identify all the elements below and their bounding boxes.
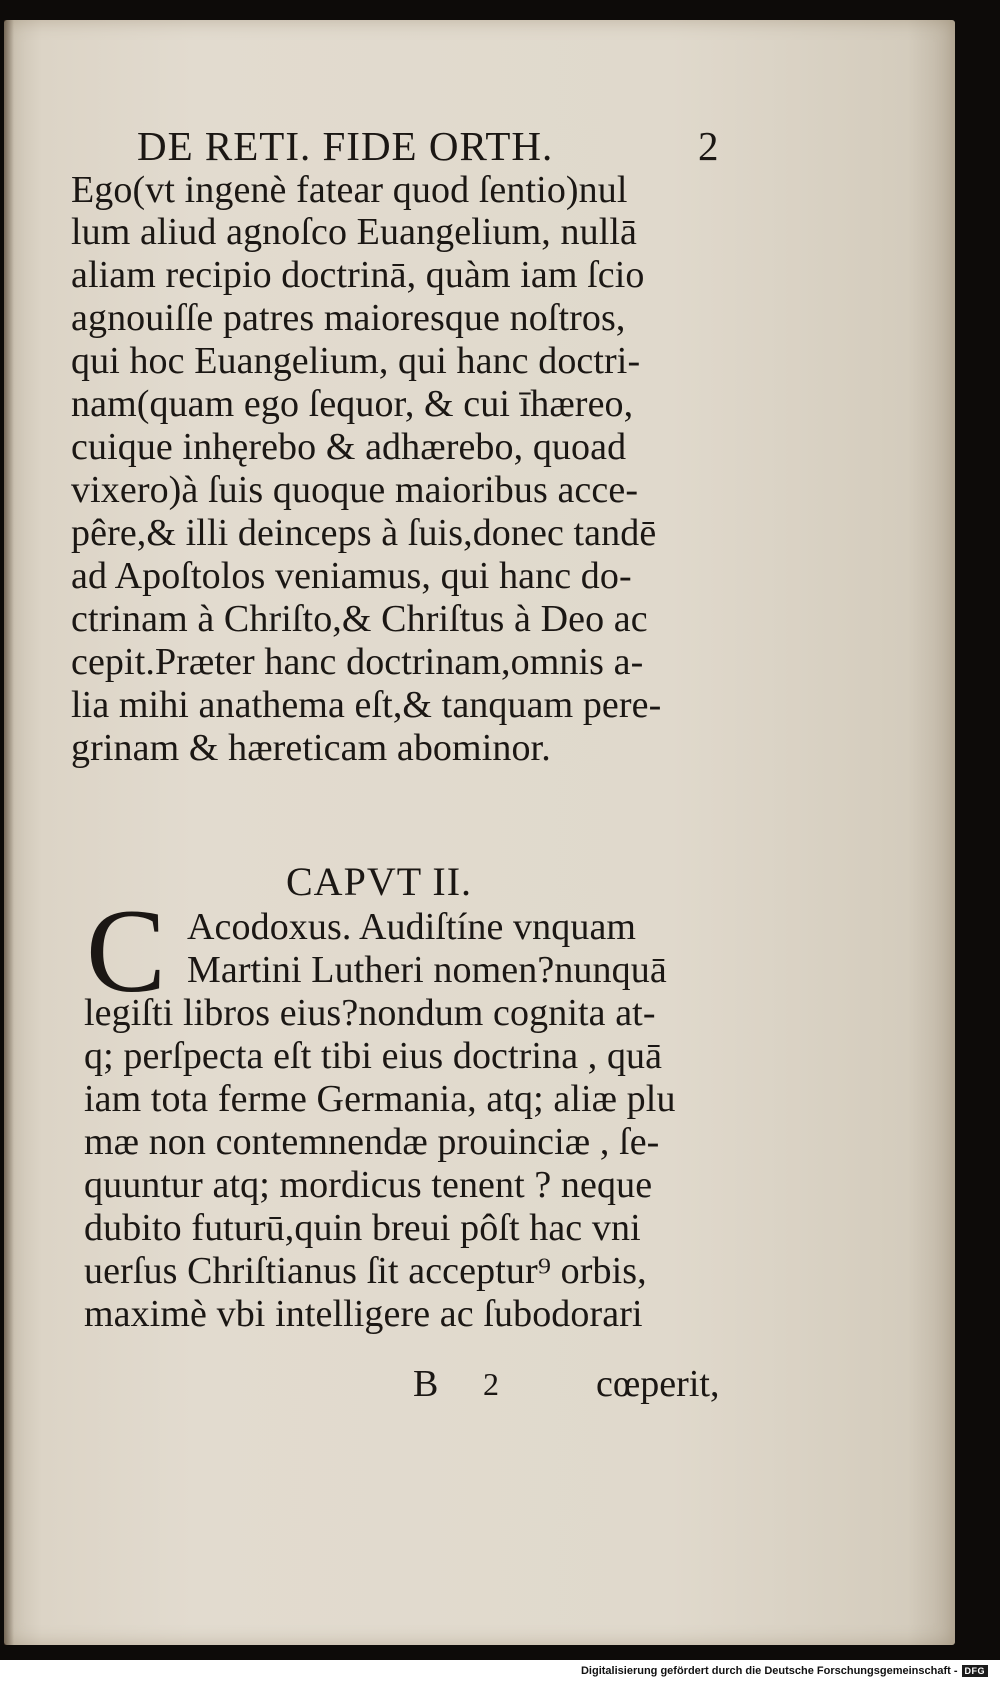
text-line: lum aliud agnoſco Euangelium, nullā <box>71 211 637 253</box>
running-head: DE RETI. FIDE ORTH. <box>137 123 554 169</box>
text-line: Acodoxus. Audiſtíne vnquam <box>187 906 637 948</box>
page-text <box>4 20 955 1645</box>
text-line: q; perſpecta eſt tibi eius doctrina , quā <box>84 1035 663 1077</box>
text-line: quuntur atq; mordicus tenent ? neque <box>84 1164 653 1206</box>
signature-number: 2 <box>483 1366 499 1402</box>
text-line: lia mihi anathema eſt,& tanquam pere- <box>71 684 662 726</box>
chapter-heading: CAPVT II. <box>286 859 473 904</box>
text-line: pêre,& illi deinceps à ſuis,donec tandē <box>71 512 657 554</box>
text-line: mæ non contemnendæ prouinciæ , ſe- <box>84 1121 660 1163</box>
text-line: iam tota ferme Germania, atq; aliæ plu <box>84 1078 676 1120</box>
text-line: qui hoc Euangelium, qui hanc doctri- <box>71 340 641 382</box>
text-line: ad Apoſtolos veniamus, qui hanc do- <box>71 555 632 597</box>
text-line: cepit.Præter hanc doctrinam,omnis a- <box>71 641 644 683</box>
drop-cap-initial: C <box>86 884 167 1017</box>
text-line: legiſti libros eius?nondum cognita at- <box>84 992 656 1034</box>
dfg-logo: DFG <box>962 1665 989 1677</box>
folio-number: 2 <box>698 123 719 169</box>
text-line: ctrinam à Chriſto,& Chriſtus à Deo ac <box>71 598 648 640</box>
text-line: Martini Lutheri nomen?nunquā <box>187 949 667 991</box>
signature-mark: B <box>413 1363 439 1405</box>
text-line: Ego(vt ingenè fatear quod ſentio)nul <box>71 169 628 211</box>
text-line: dubito futurū,quin breui pôſt hac vni <box>84 1207 641 1249</box>
text-line: cuique inhęrebo & adhærebo, quoad <box>71 426 627 468</box>
text-line: aliam recipio doctrinā, quàm iam ſcio <box>71 254 645 296</box>
book-page <box>4 20 955 1645</box>
text-line: maximè vbi intelligere ac ſubodorari <box>84 1293 643 1335</box>
text-line: grinam & hæreticam abominor. <box>71 727 551 769</box>
text-line: agnouiſſe patres maioresque noſtros, <box>71 297 626 339</box>
text-line: uerſus Chriſtianus ſit acceptur⁹ orbis, <box>84 1250 647 1292</box>
footer-credit-text: Digitalisierung gefördert durch die Deutsche Forschungsgemeinschaft - <box>580 1665 958 1677</box>
digitization-footer <box>581 1661 988 1681</box>
catchword: cœperit, <box>596 1363 720 1405</box>
text-line: vixero)à ſuis quoque maioribus acce- <box>71 469 639 511</box>
text-line: nam(quam ego ſequor, & cui īhæreo, <box>71 383 634 425</box>
